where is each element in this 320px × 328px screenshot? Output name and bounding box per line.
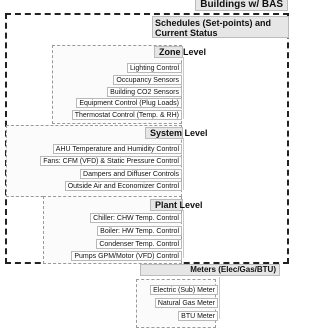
plant-item: Pumps GPM/Motor (VFD) Control [71,251,182,261]
meters-header: Meters (Elec/Gas/BTU) [140,264,280,276]
zone-item: Equipment Control (Plug Loads) [76,98,182,108]
schedules-header: Schedules (Set-points) and Current Status [152,16,289,38]
zone-item: Thermostat Control (Temp. & RH) [72,110,182,120]
system-connector [183,138,184,190]
zone-connector [183,57,184,119]
zone-item: Building CO2 Sensors [107,87,182,97]
system-item: Outside Air and Economizer Control [65,181,182,191]
plant-item: Chiller: CHW Temp. Control [90,213,182,223]
system-level-header: System Level [145,127,183,139]
system-item: AHU Temperature and Humidity Control [53,144,182,154]
meter-item: Natural Gas Meter [155,298,218,308]
meter-item: BTU Meter [178,311,218,321]
zone-item: Occupancy Sensors [113,75,182,85]
plant-item: Boiler: HW Temp. Control [97,226,182,236]
plant-level-header: Plant Level [150,199,183,211]
plant-connector [183,210,184,258]
meter-item: Electric (Sub) Meter [150,285,218,295]
zone-level-header: Zone Level [154,46,183,58]
building-title: Buildings w/ BAS [195,0,288,11]
system-item: Dampers and Diffuser Controls [80,169,182,179]
plant-item: Condenser Temp. Control [96,239,182,249]
system-item: Fans: CFM (VFD) & Static Pressure Control [40,156,182,166]
meters-connector [219,277,220,319]
zone-item: Lighting Control [127,63,182,73]
